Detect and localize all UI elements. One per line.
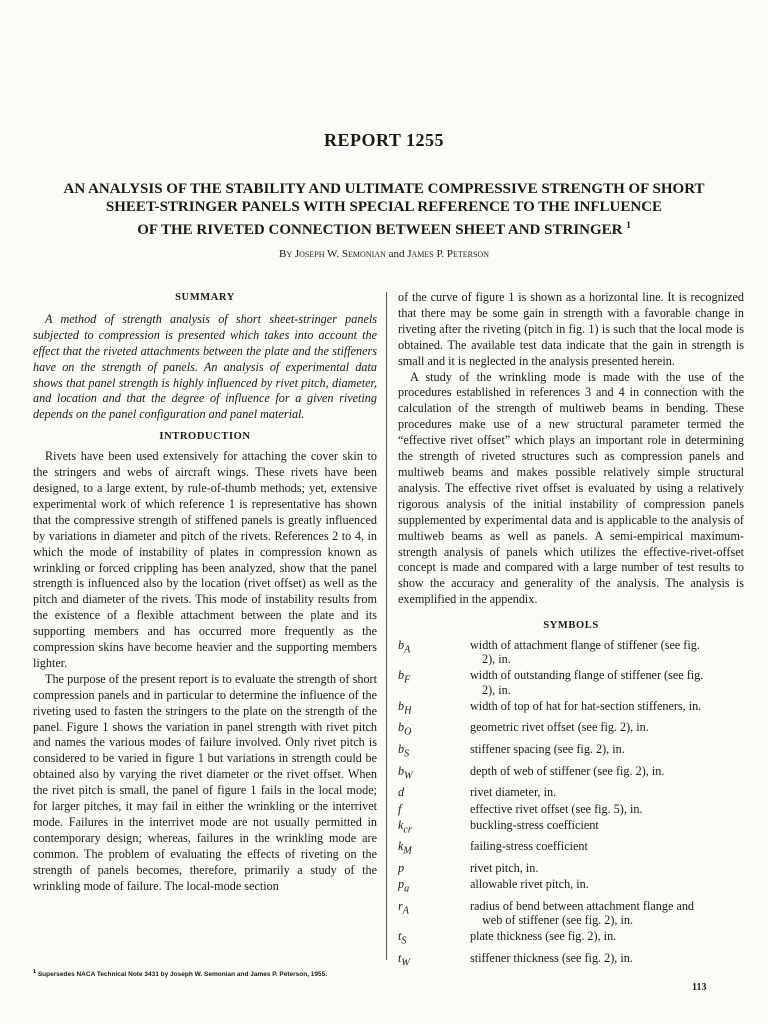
- page-number: 113: [692, 982, 707, 993]
- symbol-row: [398, 929, 744, 951]
- introduction-paragraph-2: The purpose of the present report is to evaluate the strength of short compression panels and in particular to determine the influence of the riveting used to fasten the stringers to the plate on the strength of the panel. Figure 1 shows the variation in panel strength with rivet pitch and names the various modes of failure involved. Only rivet pitch is considered to be varied in figure 1 but variations in strength could be obtained also by varying the rivet diameter or the rivet offset. When the rivet pitch is small, the panel of figure 1 fails in the local mode; for larger pitches, it may fail in either the wrinkling or the interrivet mode. Failures in the interrivet mode are not usually permitted in contemporary design; whereas, failures in the wrinkling mode are common. The problem of evaluating the effects of riveting on the strength of panels becomes, therefore, primarily a study of the wrinkling mode of failure. The local-mode section: [33, 671, 377, 893]
- symbol-definition-text: stiffener spacing (see fig. 2), in.: [470, 742, 625, 757]
- introduction-paragraph-1: Rivets have been used extensively for attaching the cover skin to the stringers and webs of aircraft wings. These rivets have been designed, to a large extent, by rule-of-thumb methods; yet, extensive experimental work of which reference 1 is representative has shown that the compressive strength of stiffened panels is greatly influenced by variations in diameter and pitch of the rivets. References 2 to 4, in which the mode of instability of plates in compression known as wrinkling or forced crippling has been analyzed, show that the panel strength is influenced also by the location (rivet offset) as well as the pitch and diameter of the rivets. This mode of instability results from the existence of a flexible attachment between the plate and its supporting members and has occurred more frequently as the compression skins have become heavier and the supporting members lighter.: [33, 449, 377, 670]
- symbol-definition-continuation: 2), in.: [482, 652, 511, 667]
- symbol-subscript: W: [401, 957, 410, 969]
- symbol-definition: [470, 839, 744, 861]
- symbol-row: [398, 638, 744, 668]
- symbol-main: p: [398, 877, 405, 892]
- symbol-definition-text: stiffener thickness (see fig. 2), in.: [470, 950, 633, 965]
- symbol-definition-text: geometric rivet offset (see fig. 2), in.: [470, 720, 649, 735]
- symbol-name: [398, 764, 470, 786]
- symbol-main: d: [398, 785, 405, 800]
- symbol-subscript: H: [404, 705, 412, 717]
- symbol-subscript: cr: [403, 824, 412, 836]
- symbol-row: [398, 877, 744, 899]
- symbol-name: [398, 877, 470, 899]
- symbol-main: b: [398, 742, 405, 757]
- symbol-definition-text: effective rivet offset (see fig. 5), in.: [470, 801, 643, 816]
- symbol-row: [398, 668, 744, 698]
- left-column: [33, 290, 377, 895]
- byline-and: and: [388, 248, 405, 260]
- symbol-definition: [470, 638, 744, 668]
- symbol-row: [398, 861, 744, 877]
- byline-by: By: [279, 248, 293, 260]
- symbol-subscript: F: [404, 674, 411, 686]
- symbol-row: [398, 742, 744, 764]
- symbol-main: b: [398, 720, 405, 735]
- main-title-line-1: AN ANALYSIS OF THE STABILITY AND ULTIMATE COMPRESSIVE STRENGTH OF SHORT: [63, 181, 705, 197]
- symbol-definition: [470, 668, 744, 698]
- symbol-name: [398, 929, 470, 951]
- symbol-main: p: [398, 861, 405, 876]
- symbol-main: b: [398, 763, 405, 778]
- symbol-main: f: [398, 801, 402, 816]
- symbol-name: [398, 699, 470, 721]
- symbol-definition: [470, 802, 744, 818]
- symbol-definition-text: width of attachment flange of stiffener (see fig.: [470, 638, 700, 653]
- symbol-definition-text: plate thickness (see fig. 2), in.: [470, 929, 617, 944]
- symbol-name: [398, 861, 470, 877]
- main-title-line-2: SHEET-STRINGER PANELS WITH SPECIAL REFERENCE TO THE INFLUENCE: [105, 199, 663, 215]
- symbol-row: [398, 785, 744, 801]
- report-title: REPORT 1255: [323, 130, 445, 150]
- symbol-subscript: A: [402, 905, 409, 917]
- symbol-name: [398, 720, 470, 742]
- symbol-row: [398, 899, 744, 929]
- symbol-definition: [470, 742, 744, 764]
- footnote: [33, 969, 433, 978]
- symbols-table: [398, 638, 744, 973]
- symbol-definition: [470, 720, 744, 742]
- symbol-definition: [470, 785, 744, 801]
- symbol-name: [398, 638, 470, 668]
- symbol-definition-text: width of top of hat for hat-section stiffeners, in.: [470, 698, 702, 713]
- symbol-name: [398, 899, 470, 929]
- symbol-definition-text: depth of web of stiffener (see fig. 2), in.: [470, 763, 665, 778]
- footnote-text: Supersedes NACA Technical Note 3431 by Joseph W. Semonian and James P. Peterson, 1955.: [37, 971, 328, 979]
- symbol-definition-text: rivet pitch, in.: [470, 861, 539, 876]
- symbol-name: [398, 839, 470, 861]
- symbol-row: [398, 839, 744, 861]
- symbol-name: [398, 818, 470, 840]
- symbol-definition: [470, 699, 744, 721]
- symbol-definition-continuation: web of stiffener (see fig. 2), in.: [482, 913, 634, 928]
- author-2: James P. Peterson: [407, 248, 489, 260]
- summary-paragraph: A method of strength analysis of short sheet-stringer panels subjected to compression is presented which takes into account the effect that the riveted attachments between the plate and the stiffeners have on the strength of panels. An analysis of experimental data shows that panel strength is highly influenced by rivet pitch, diameter, and location and that the degree of influence for a given riveting depends on the panel configuration and panel material.: [33, 311, 377, 422]
- symbol-definition-text: buckling-stress coefficient: [470, 817, 599, 832]
- symbol-subscript: M: [403, 845, 412, 857]
- right-column: [398, 290, 744, 973]
- symbol-subscript: O: [404, 726, 412, 738]
- symbol-row: [398, 818, 744, 840]
- symbol-main: k: [398, 839, 404, 854]
- symbol-subscript: A: [404, 644, 411, 656]
- symbol-main: r: [398, 898, 403, 913]
- symbol-definition: [470, 951, 744, 973]
- main-title-line-3: [30, 216, 738, 239]
- title-footnote-mark: 1: [626, 220, 631, 230]
- symbol-main: b: [398, 638, 405, 653]
- symbol-definition-text: failing-stress coefficient: [470, 839, 588, 854]
- symbol-subscript: W: [404, 770, 413, 782]
- symbol-name: [398, 802, 470, 818]
- symbol-subscript: a: [404, 883, 410, 895]
- main-title-line-3-text: OF THE RIVETED CONNECTION BETWEEN SHEET AND STRINGER: [137, 222, 623, 238]
- symbol-definition-continuation: 2), in.: [482, 682, 511, 697]
- byline: [0, 248, 768, 260]
- introduction-heading: INTRODUCTION: [159, 431, 251, 443]
- symbol-definition-text: rivet diameter, in.: [470, 785, 557, 800]
- symbol-definition: [470, 929, 744, 951]
- symbol-main: b: [398, 668, 405, 683]
- symbol-row: [398, 951, 744, 973]
- right-paragraph-2: A study of the wrinkling mode is made with the use of the procedures established in references 3 and 4 in connection with the calculation of the strength of multiweb beams in bending. These procedures make use of a new structural parameter termed the “effective rivet offset” which plays an important role in determining the strength of riveted structures such as compression panels and multiweb beams and makes possible relatively simple structural analysis. The effective rivet offset is evaluated by using a relatively rigorous analysis of the initial instability of compression panels supplemented by experimental data and is applicable to the analysis of multiweb beams as well as panels. A semi-empirical maximum-strength analysis of panels which utilizes the effective-rivet-offset concept is made and compared with a large number of test results to show the accuracy and generality of the analysis. The analysis is exemplified in the appendix.: [398, 369, 744, 607]
- symbol-definition: [470, 899, 744, 929]
- symbol-definition-text: width of outstanding flange of stiffener (see fig.: [470, 668, 704, 683]
- symbol-subscript: S: [401, 935, 407, 947]
- symbol-definition: [470, 764, 744, 786]
- symbol-definition-text: radius of bend between attachment flange and: [470, 898, 695, 913]
- author-1: Joseph W. Semonian: [294, 248, 386, 260]
- right-paragraph-1: of the curve of figure 1 is shown as a horizontal line. It is recognized that there may be some gain in strength with a favorable change in riveting after the riveting (pitch in fig. 1) is such that the local mode is obtained. The available test data indicate that the gain in strength is small and it is neglected in the analysis presented herein.: [398, 290, 744, 368]
- symbols-heading: SYMBOLS: [543, 620, 599, 632]
- symbol-name: [398, 785, 470, 801]
- symbol-definition-text: allowable rivet pitch, in.: [470, 877, 589, 892]
- symbol-row: [398, 699, 744, 721]
- symbol-main: t: [398, 950, 402, 965]
- symbol-row: [398, 802, 744, 818]
- column-divider: [386, 292, 387, 960]
- main-title: [30, 180, 738, 239]
- symbol-main: k: [398, 817, 404, 832]
- symbol-row: [398, 764, 744, 786]
- footnote-mark: 1: [33, 969, 37, 975]
- symbol-definition: [470, 877, 744, 899]
- symbol-definition: [470, 818, 744, 840]
- symbols-table-body: [398, 638, 744, 973]
- symbol-row: [398, 720, 744, 742]
- symbol-main: t: [398, 929, 402, 944]
- symbol-main: b: [398, 698, 405, 713]
- symbol-definition: [470, 861, 744, 877]
- symbol-name: [398, 668, 470, 698]
- symbol-name: [398, 742, 470, 764]
- summary-heading: SUMMARY: [175, 292, 235, 303]
- symbol-subscript: S: [404, 748, 410, 760]
